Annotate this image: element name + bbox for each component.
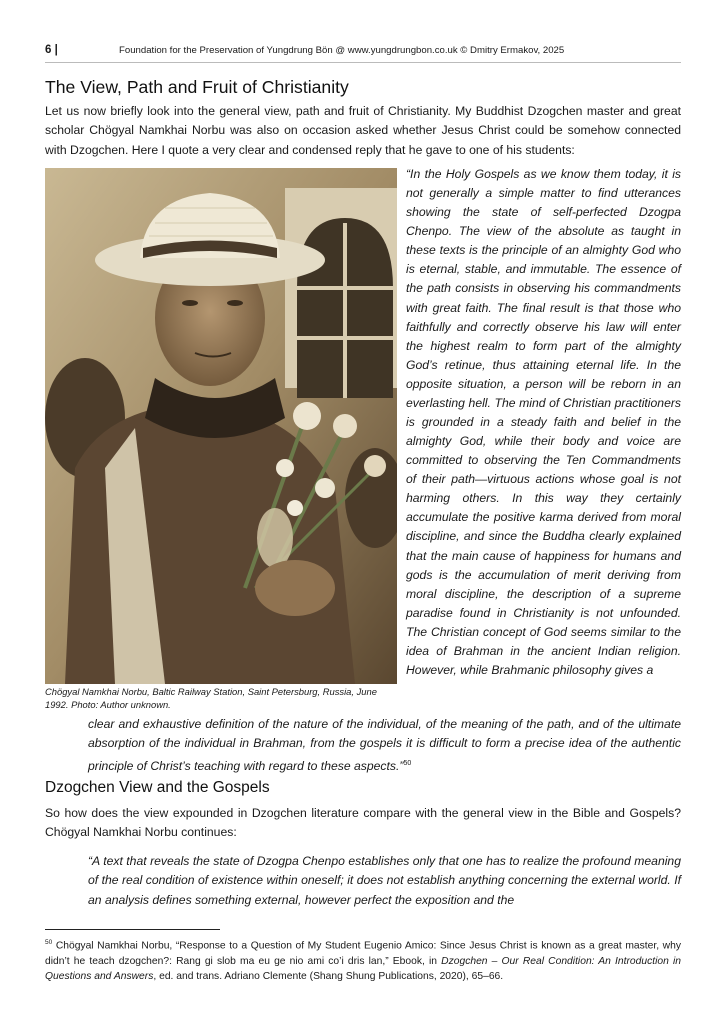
- intro-paragraph: Let us now briefly look into the general view, path and fruit of Christianity. My Buddhist Dzogchen master and great scholar Chögyal Namkhai Norbu was also on occasion asked whether Jesus Christ could be somehow connected with Dzogchen. Here I quote a very clear and condensed reply that he gave to one of his students:: [45, 104, 681, 157]
- block-quote-continued: [88, 715, 681, 776]
- section-title-2: Dzogchen View and the Gospels: [45, 779, 270, 796]
- section2-paragraph: So how does the view expounded in Dzogchen literature compare with the general view in the Bible and Gospels? Chögyal Namkhai Norbu continues:: [45, 806, 681, 840]
- footnote-book-title: Dzogchen – Our Real Condition: An Introduction in Questions and Answers: [45, 955, 681, 983]
- page-header: [45, 44, 681, 63]
- footnote-text: Chögyal Namkhai Norbu, “Response to a Question of My Student Eugenio Amico: Since Jesus Christ is known as a great master, why didn’t he teach dzogchen?: Rang gi slob ma eu ge nio ami co’i dris lan,” Ebook, in: [45, 940, 681, 967]
- footnote-divider: [45, 929, 220, 930]
- page-number: 6 |: [45, 44, 58, 56]
- footnote-number: 50: [45, 939, 53, 946]
- header-text: Foundation for the Preservation of Yungdrung Bön @ www.yungdrungbon.co.uk © Dmitry Ermakov, 2025: [119, 45, 565, 56]
- portrait-illustration: [45, 168, 397, 684]
- block-quote-continued-text: clear and exhaustive definition of the nature of the individual, of the meaning of the path, and of the ultimate absorption of the individual in Brahman, from the gospels it is difficult to form a precise idea of the authentic principle of Christ’s teaching with regard to these aspects.”: [88, 717, 681, 773]
- block-quote-2: “A text that reveals the state of Dzogpa Chenpo establishes only that one has to realize the profound meaning of the real condition of existence within oneself; it does not establish anything concerning the external world. If an analysis defines something external, however perfect the exposition and the: [88, 854, 681, 907]
- footnote: [45, 935, 681, 985]
- footnote-text-end: , ed. and trans. Adriano Clemente (Shang Shung Publications, 2020), 65–66.: [153, 971, 504, 983]
- block-quote-wrapped: “In the Holy Gospels as we know them today, it is not generally a simple matter to find utterances showing the state of self-perfected Dzogpa Chenpo. The view of the absolute as taught in these texts is the principle of an almighty God who is eternal, stable, and immutable. The essence of the path consists in observing his commandments with great faith. The final result is that those who faithfully and correctly observe his law will enter the highest realm to form part of the almighty God’s retinue, thus attaining eternal life. In the opposite situation, a person will be reborn in an everlasting hell. The mind of Christian practitioners is grounded in a steady faith and belief in the almighty God, while their body and voice are committed to observing the Ten Commandments of their path—virtuous actions whose goal is not harming others. In this way they certainly accumulate the positive karma derived from moral discipline, and since the Buddha clearly explained that the main cause of happiness for humans and gods is the accumulation of merit deriving from moral discipline, the description of a supreme paradise found in Christianity is not unfounded. The Christian concept of God seems similar to the idea of Brahman in the ancient Indian religion. However, while Brahmanic philosophy gives a: [406, 167, 681, 678]
- section-title: The View, Path and Fruit of Christianity: [45, 77, 349, 97]
- footnote-ref[interactable]: 50: [403, 759, 412, 767]
- photo-caption: Chögyal Namkhai Norbu, Baltic Railway Station, Saint Petersburg, Russia, June 1992. Photo: Author unknown.: [45, 686, 377, 710]
- portrait-photo: [45, 168, 397, 684]
